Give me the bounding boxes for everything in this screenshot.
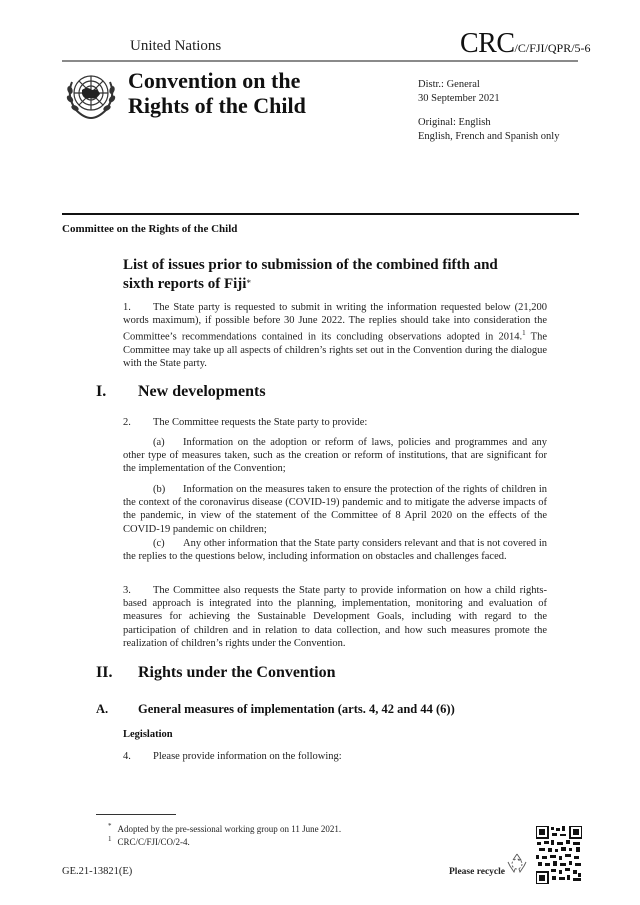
- paragraph-4: [123, 750, 547, 763]
- section-title: New developments: [138, 383, 266, 400]
- footnote-star: [108, 822, 341, 834]
- footnote-mark[interactable]: *: [246, 278, 251, 288]
- footnote-mark: 1: [108, 835, 112, 843]
- paragraph-text: The Committee also requests the State party to provide information on how a child rights-based approach is integrated into the planning, implementation, monitoring and evaluation of measures for achieving the Sustainable Development Goals, including with regard to the participation of children and in relation to data collection, and how such measures promote the realization of children’s rights under the Convention.: [123, 585, 547, 649]
- section-number: I.: [96, 383, 107, 400]
- subparagraph-text: Information on the measures taken to ensure the protection of the rights of children in the context of the coronavirus disease (COVID-19) pandemic and to mitigate the adverse impacts of the pandemic, in view of the statement of the Committee of 8 April 2020 on the effects of the COVID-19 pandemic on children;: [123, 484, 547, 535]
- title-line-2: Rights of the Child: [128, 93, 306, 118]
- footnote-ref[interactable]: 1: [522, 329, 526, 338]
- footnote-text: Adopted by the pre-sessional working group on 11 June 2021.: [117, 824, 342, 834]
- subsection-heading-a: [96, 702, 455, 717]
- paragraph-text-cont: The Committee may take up all aspects of children’s rights set out in the Convention during the dialogue with the State party.: [123, 331, 547, 370]
- document-date: 30 September 2021: [418, 93, 500, 104]
- original-language: Original: English: [418, 117, 491, 128]
- subparagraph-label: (a): [153, 437, 165, 448]
- subparagraph-label: (c): [153, 538, 165, 549]
- distribution: Distr.: General: [418, 79, 480, 90]
- legislation-heading: Legislation: [123, 729, 173, 740]
- paragraph-text: The Committee requests the State party to provide:: [153, 417, 368, 428]
- available-languages: English, French and Spanish only: [418, 131, 560, 142]
- section-heading-1: [96, 383, 266, 401]
- subsection-title: General measures of implementation (arts. 4, 42 and 44 (6)): [138, 702, 455, 716]
- convention-title: [128, 68, 306, 118]
- symbol-main: CRC: [460, 28, 515, 59]
- distribution-block: [418, 78, 500, 106]
- document-symbol: [460, 28, 591, 60]
- document-title: [123, 256, 543, 293]
- doc-title-line-2: sixth reports of Fiji: [123, 276, 247, 292]
- paragraph-1: [123, 301, 547, 371]
- subparagraph-text: Information on the adoption or reform of laws, policies and programmes and any other type of measures taken, such as the creation or reform of institutions, that are significant for the implementation of the Convention;: [123, 437, 547, 475]
- committee-name: Committee on the Rights of the Child: [62, 223, 238, 235]
- un-emblem-icon: [62, 66, 120, 124]
- footnote-mark: *: [108, 822, 112, 830]
- paragraph-3: [123, 584, 547, 650]
- section-title: Rights under the Convention: [138, 664, 336, 681]
- paragraph-text: The State party is requested to submit in writing the information requested below (21,200 words maximum), if possible before 30 June 2022. The replies should take into consideration the Committee’s recommendations contained in its concluding observations adopted in 2014.: [123, 302, 547, 343]
- symbol-sub: /C/FJI/QPR/5-6: [514, 41, 591, 55]
- subparagraph-text: Any other information that the State party considers relevant and that is not covered in the replies to the questions below, including information on obstacles and challenges faced.: [123, 538, 547, 563]
- doc-title-line-1: List of issues prior to submission of the combined fifth and: [123, 257, 498, 273]
- section-heading-2: [96, 664, 336, 682]
- paragraph-2c: [123, 537, 547, 563]
- paragraph-number: 1.: [123, 302, 131, 313]
- paragraph-2a: [123, 436, 547, 476]
- paragraph-2b: [123, 483, 547, 536]
- job-number: GE.21-13821(E): [62, 866, 133, 877]
- paragraph-text: Please provide information on the following:: [153, 751, 342, 762]
- organization-name: United Nations: [130, 38, 222, 54]
- footnote-text: CRC/C/FJI/CO/2-4.: [117, 837, 190, 847]
- language-block: [418, 116, 559, 144]
- subsection-letter: A.: [96, 702, 109, 716]
- paragraph-number: 3.: [123, 585, 131, 596]
- recycle-icon: [506, 852, 528, 874]
- recycle-label: Please recycle: [449, 867, 505, 877]
- paragraph-number: 4.: [123, 751, 131, 762]
- section-number: II.: [96, 664, 113, 681]
- paragraph-2: [123, 416, 547, 429]
- footnote-1: [108, 835, 190, 847]
- title-line-1: Convention on the: [128, 68, 301, 93]
- paragraph-number: 2.: [123, 417, 131, 428]
- header-rule: [62, 60, 578, 62]
- section-rule: [62, 213, 579, 215]
- subparagraph-label: (b): [153, 484, 166, 495]
- qr-code-icon[interactable]: [536, 826, 582, 884]
- footnote-rule: [96, 814, 176, 815]
